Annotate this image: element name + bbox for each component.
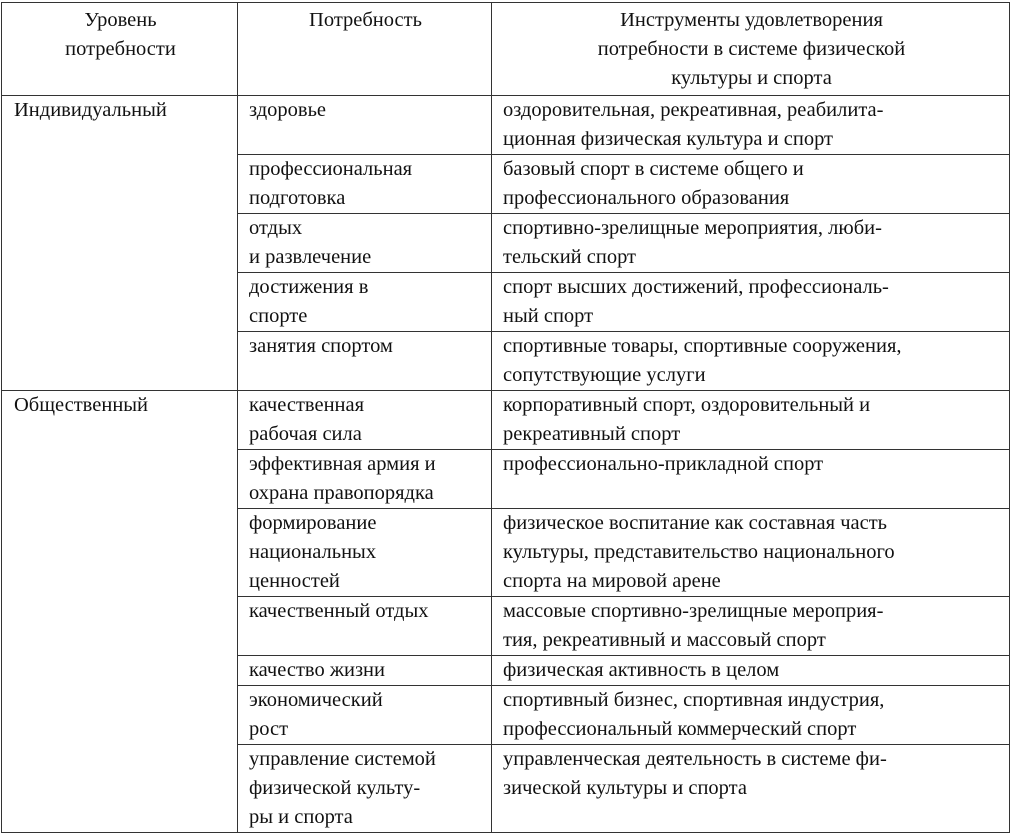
need-cell: управление системой физической культу- ры и спорта	[238, 745, 492, 833]
need-cell: формирование национальных ценностей	[238, 509, 492, 597]
header-tools: Инструменты удовлетворения потребности в системе физической культуры и спорта	[492, 3, 1010, 96]
header-level: Уровень потребности	[2, 3, 238, 96]
needs-table	[1, 2, 1010, 833]
level-cell-individual: Индивидуальный	[2, 96, 238, 391]
need-cell: профессиональная подготовка	[238, 155, 492, 214]
tool-cell: профессионально-прикладной спорт	[492, 450, 1010, 509]
header-row	[2, 3, 1010, 96]
tool-cell: физическое воспитание как составная часть культуры, представительство национального спорта на мировой арене	[492, 509, 1010, 597]
tool-cell: физическая активность в целом	[492, 656, 1010, 686]
tool-cell: управленческая деятельность в системе фи- зической культуры и спорта	[492, 745, 1010, 833]
need-cell: эффективная армия и охрана правопорядка	[238, 450, 492, 509]
need-cell: занятия спортом	[238, 332, 492, 391]
need-cell: достижения в спорте	[238, 273, 492, 332]
need-cell: качественный отдых	[238, 597, 492, 656]
need-cell: качественная рабочая сила	[238, 391, 492, 450]
need-cell: отдых и развлечение	[238, 214, 492, 273]
level-cell-social: Общественный	[2, 391, 238, 833]
table-row	[2, 391, 1010, 450]
tool-cell: спортивные товары, спортивные сооружения, сопутствующие услуги	[492, 332, 1010, 391]
tool-cell: базовый спорт в системе общего и профессионального образования	[492, 155, 1010, 214]
need-cell: экономический рост	[238, 686, 492, 745]
need-cell: здоровье	[238, 96, 492, 155]
tool-cell: спорт высших достижений, профессиональ- ный спорт	[492, 273, 1010, 332]
tool-cell: массовые спортивно-зрелищные мероприя- тия, рекреативный и массовый спорт	[492, 597, 1010, 656]
tool-cell: спортивно-зрелищные мероприятия, люби- тельский спорт	[492, 214, 1010, 273]
tool-cell: спортивный бизнес, спортивная индустрия, профессиональный коммерческий спорт	[492, 686, 1010, 745]
table-row	[2, 96, 1010, 155]
tool-cell: корпоративный спорт, оздоровительный и рекреативный спорт	[492, 391, 1010, 450]
need-cell: качество жизни	[238, 656, 492, 686]
header-need: Потребность	[238, 3, 492, 96]
tool-cell: оздоровительная, рекреативная, реабилита- ционная физическая культура и спорт	[492, 96, 1010, 155]
